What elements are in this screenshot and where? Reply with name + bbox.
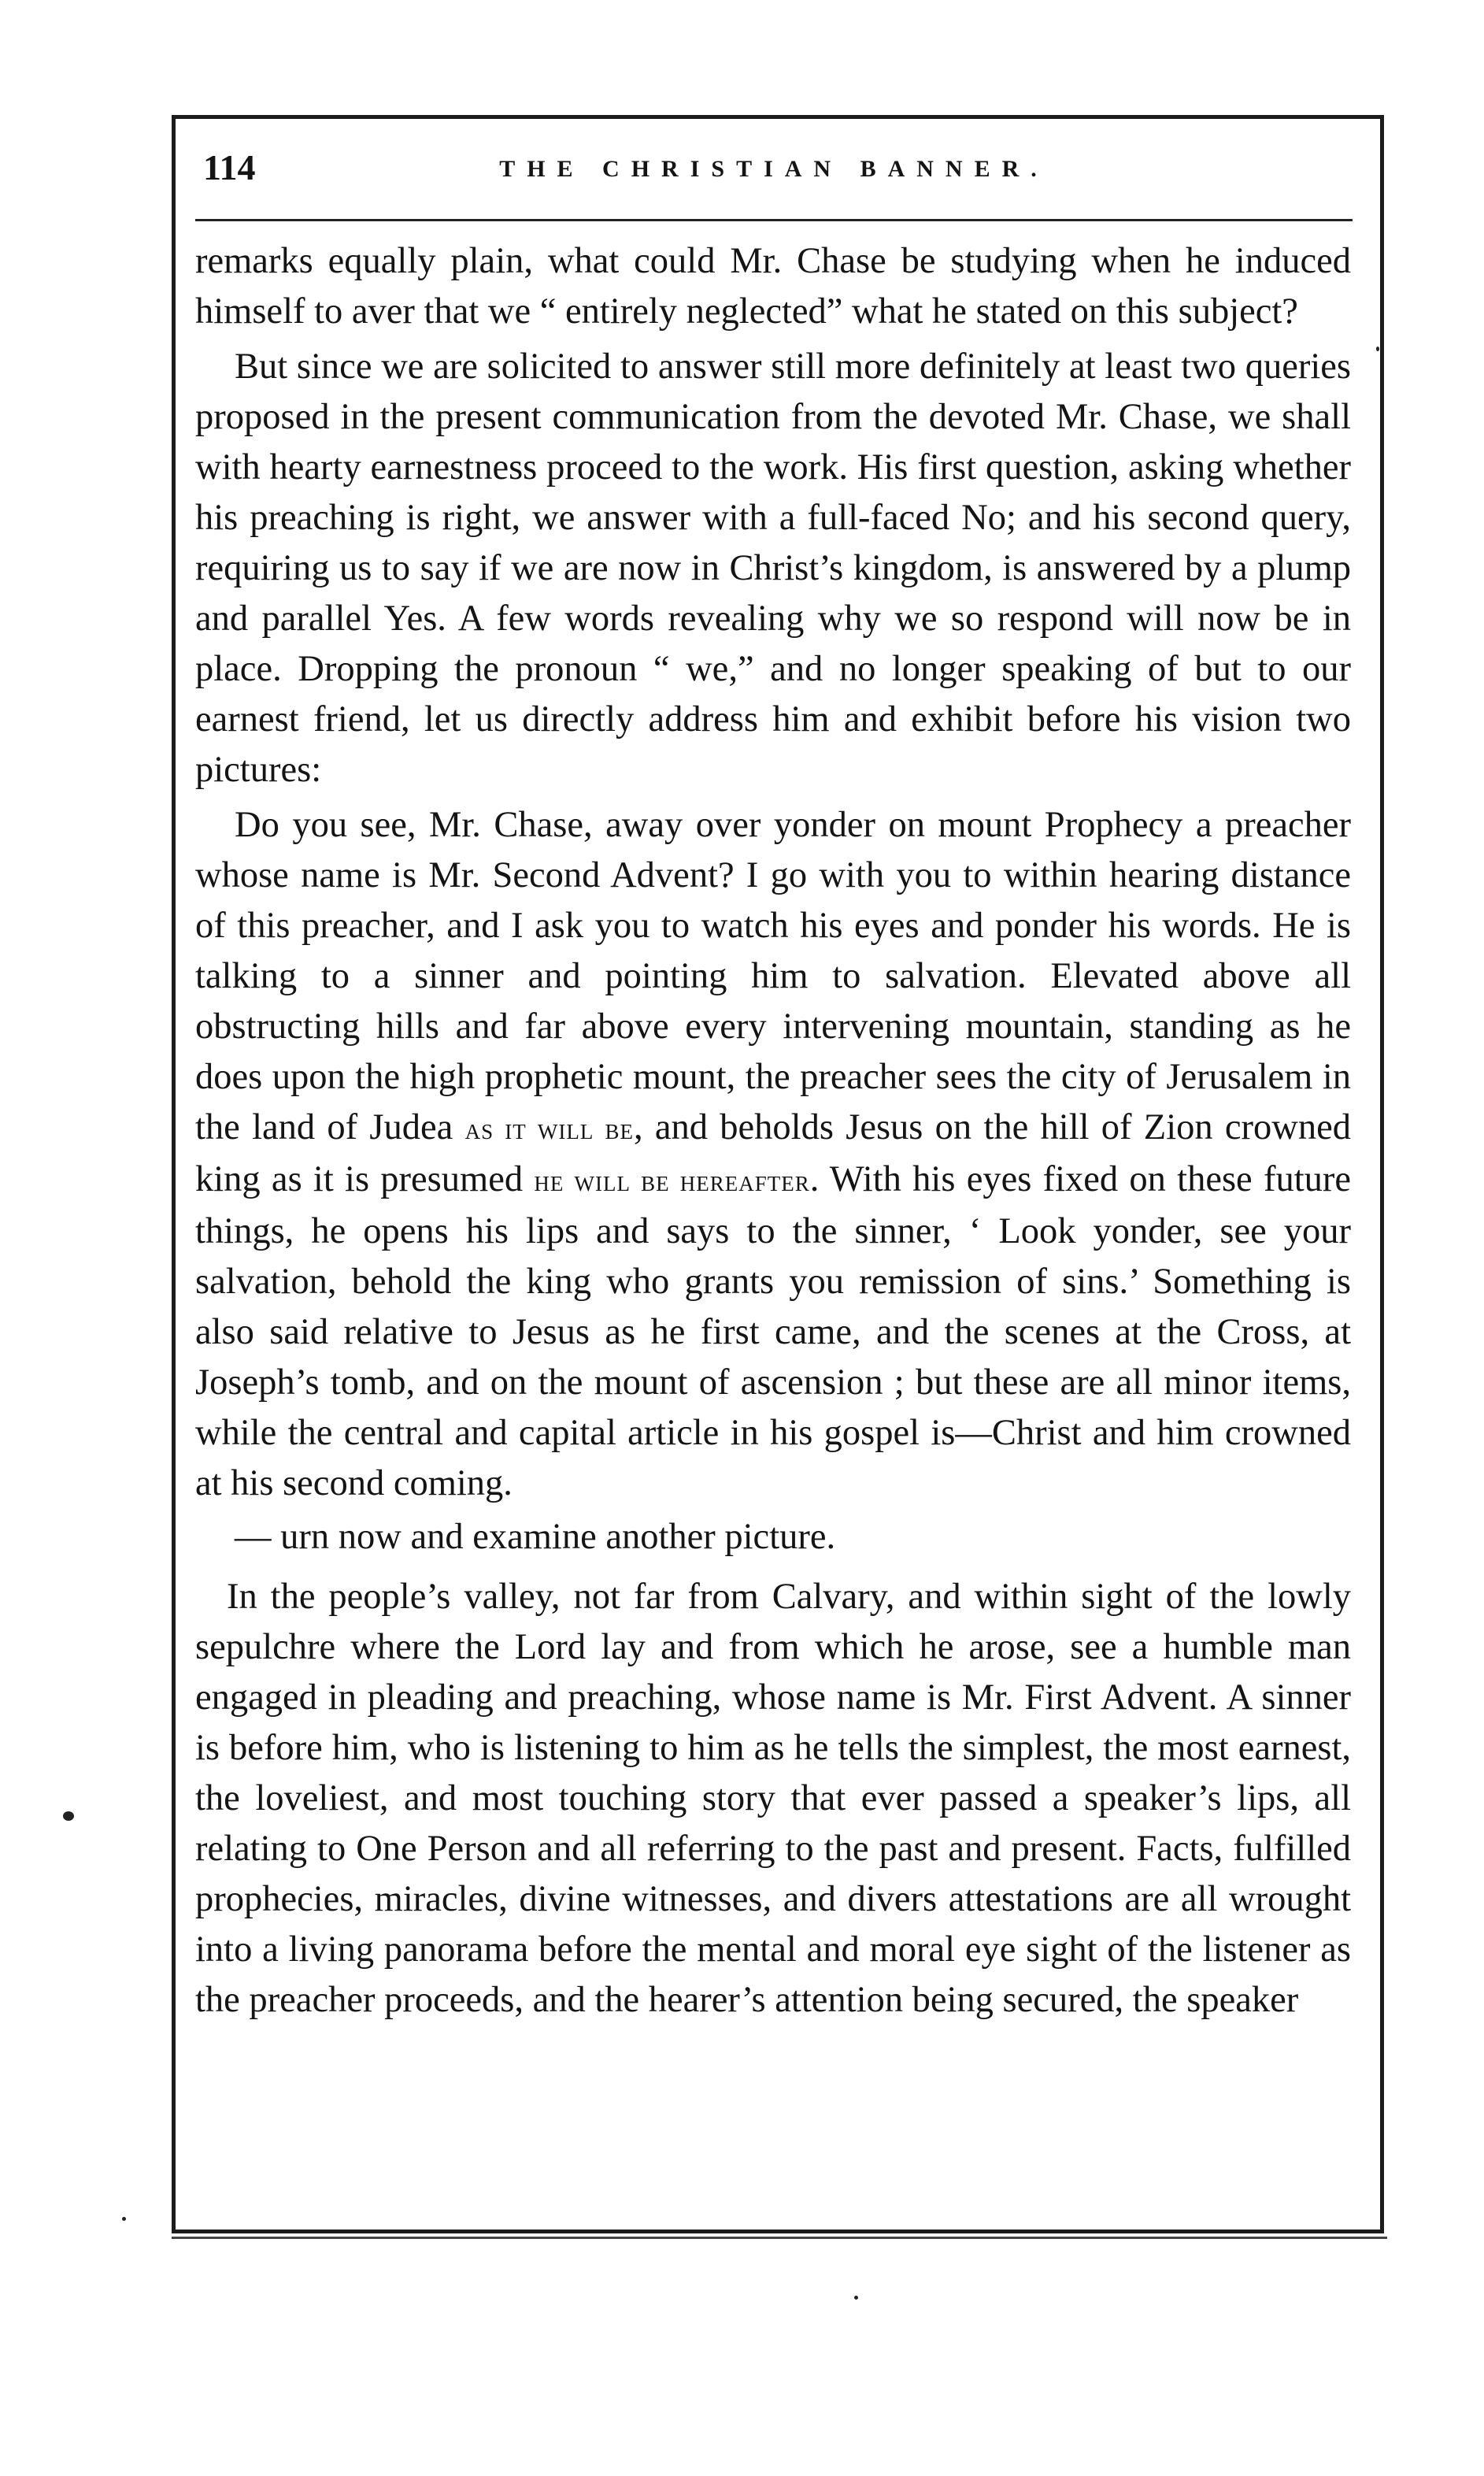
paragraph-continued: remarks equally plain, what could Mr. Chase be studying when he induced himself to aver that we “ entirely neglected” what he stated on this subject? (195, 241, 1351, 332)
smallcaps-phrase: he will be hereafter (534, 1165, 810, 1198)
smallcaps-phrase: as it will be (464, 1113, 634, 1146)
ink-speck (122, 2217, 126, 2221)
header-rule (195, 219, 1353, 221)
page-header (195, 142, 1353, 197)
paragraph-first-advent: In the people’s valley, not far from Calvary, and within sight of the lowly sepulchre where the Lord lay and from which he arose, see a humble man engaged in pleading and preaching, whose name is Mr. First Advent. A sinner is before him, who is listening to him as he tells the simplest, the most earnest, the loveliest, and most touching story that ever passed a speaker’s lips, all relating to One Person and all referring to the past and present. Facts, fulfilled prophecies, miracles, divine witnesses, and divers attestations are all wrought into a living panorama before the mental and moral eye sight of the listener as the preacher proceeds, and the hearer’s attention being secured, the speaker (195, 1577, 1351, 2020)
ink-speck (63, 1811, 74, 1821)
running-title: THE CHRISTIAN BANNER. (499, 156, 1049, 182)
ink-speck (1376, 347, 1379, 351)
ink-speck (854, 2296, 858, 2300)
page-number: 114 (203, 147, 256, 187)
paragraph-text: . With his eyes fixed on these future things, he opens his lips and says to the sinner, ‘ Look yonder, see your salvation, behold the king who grants you remission of sins.’ Something is also said relative to Jesus as he first came, and the scenes at the Cross, at Joseph’s tomb, and on the mount of ascension ; but these are all minor items, while the central and capital article in his gospel is—Christ and him crowned at his second coming. (195, 1159, 1351, 1503)
paragraph-second-advent (195, 800, 1351, 1509)
paragraph-answer-queries: But since we are solicited to answer still more definitely at least two queries proposed in the present communication from the devoted Mr. Chase, we shall with hearty earnestness proceed to the work. His first question, asking whether his preaching is right, we answer with a full-faced No; and his second query, requiring us to say if we are now in Christ’s kingdom, is answered by a plump and parallel Yes. A few words revealing why we so respond will now be in place. Dropping the pronoun “ we,” and no longer speaking of but to our earnest friend, let us directly address him and exhibit before his vision two pictures: (195, 347, 1351, 790)
paragraph-text: , and beholds Jesus on the hill of Zion crowned king as it is presumed (195, 1107, 1351, 1199)
paragraph-text: Do you see, Mr. Chase, away over yonder on mount Prophecy a preacher whose name is Mr. Second Advent? I go with you to within hearing distance of this preacher, and I ask you to watch his eyes and ponder his words. He is talking to a sinner and pointing him to salvation. Elevated above all obstructing hills and far above every intervening mountain, standing as he does upon the high prophetic mount, the preacher sees the city of Jerusalem in the land of Judea (195, 805, 1351, 1147)
body-text (195, 236, 1351, 2026)
paragraph-turn-now: — urn now and examine another picture. (235, 1517, 836, 1557)
